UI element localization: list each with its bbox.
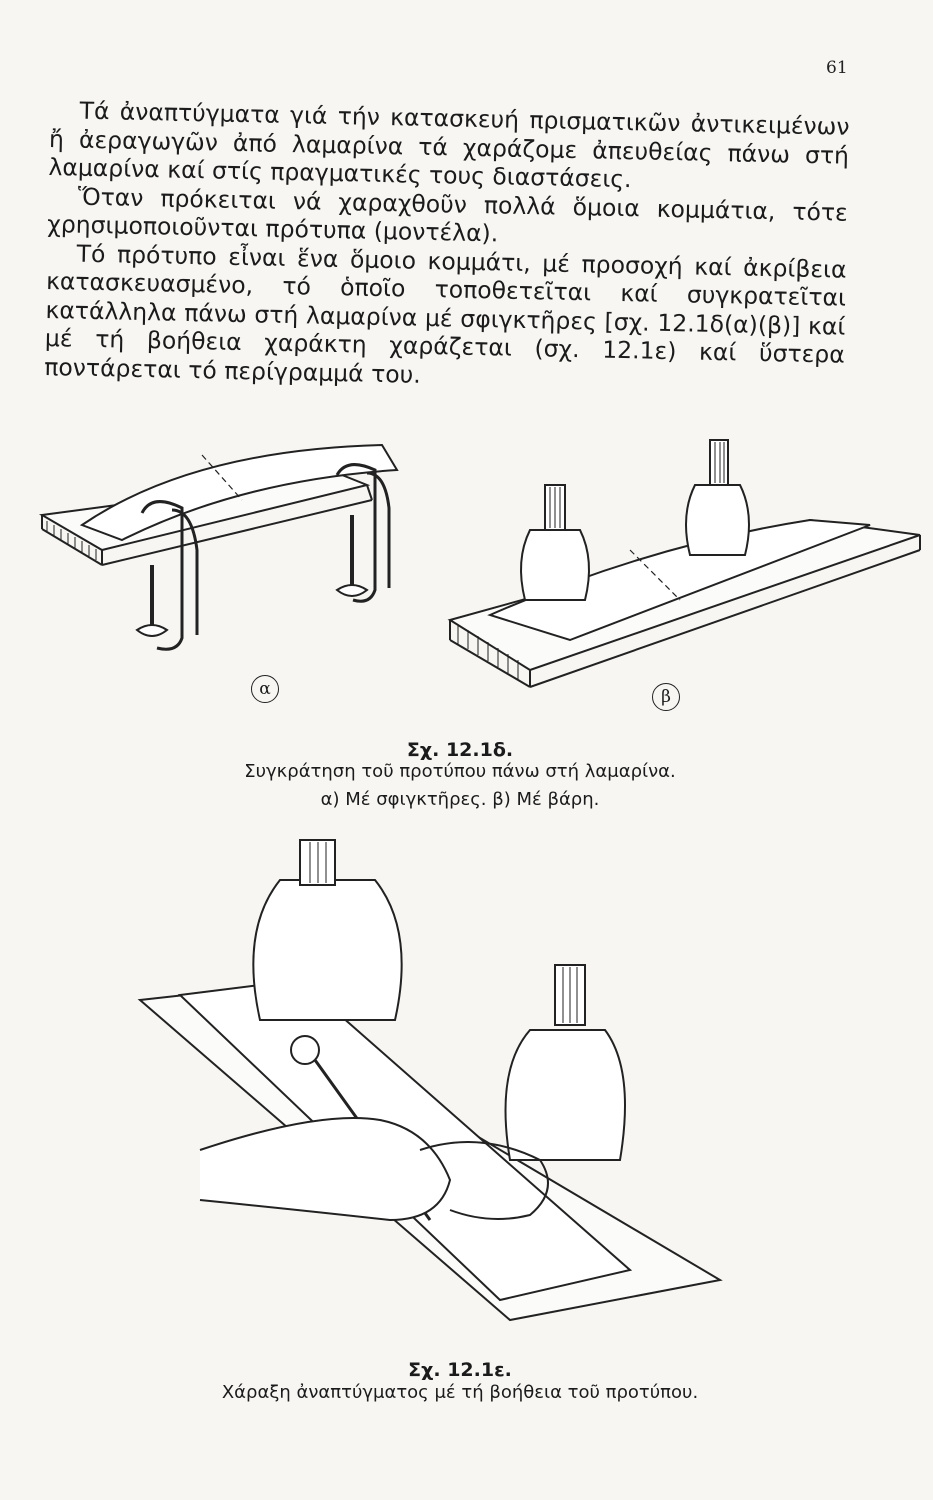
figure-12-1e-caption: Χάραξη ἀναπτύγματος μέ τή βοήθεια τοῦ προτύπου. [221, 1382, 699, 1403]
figure-label-b: β [652, 683, 680, 711]
paragraph-1: Τά ἀναπτύγματα γιά τήν κατασκευή πρισματικῶν ἀντικειμένων ἤ ἀεραγωγῶν ἀπό λαμαρίνα τά χαράζομε ἀπευθείας πάνω στή λαμαρίνα καί στίς πραγματικές τους διαστάσεις. [48, 96, 850, 194]
body-text [44, 96, 850, 398]
page-number: 61 [826, 58, 848, 78]
figure-weights-illustration [450, 425, 920, 715]
figure-12-1d-title: Σχ. 12.1δ. [406, 739, 514, 761]
figure-12-1e-title: Σχ. 12.1ε. [408, 1359, 512, 1381]
figure-clamps-illustration [42, 425, 422, 715]
figure-12-1d-caption-line2: α) Μέ σφιγκτῆρες. β) Μέ βάρη. [320, 789, 600, 810]
figure-scribing-illustration [120, 820, 740, 1340]
figure-12-1d-caption-line1: Συγκράτηση τοῦ προτύπου πάνω στή λαμαρίνα. [244, 761, 676, 782]
paragraph-2: Ὅταν πρόκειται νά χαραχθοῦν πολλά ὅμοια κομμάτια, τότε χρησιμοποιοῦνται πρότυπα (μοντέλα). [47, 182, 849, 248]
paragraph-3: Τό πρότυπο εἶναι ἕνα ὅμοιο κομμάτι, μέ προσοχή καί ἀκρίβεια κατασκευασμένο, τό ὁποῖο τοποθετεῖται καί συγκρατεῖται κατάλληλα πάνω στή λαμαρίνα μέ σφιγκτῆρες [σχ. 12.1δ(α)(β)] καί μέ τή βοήθεια χαράκτη χαράζεται (σχ. 12.1ε) καί ὕστερα ποντάρεται τό περίγραμμά του. [44, 239, 847, 389]
figure-label-a: α [251, 675, 279, 703]
